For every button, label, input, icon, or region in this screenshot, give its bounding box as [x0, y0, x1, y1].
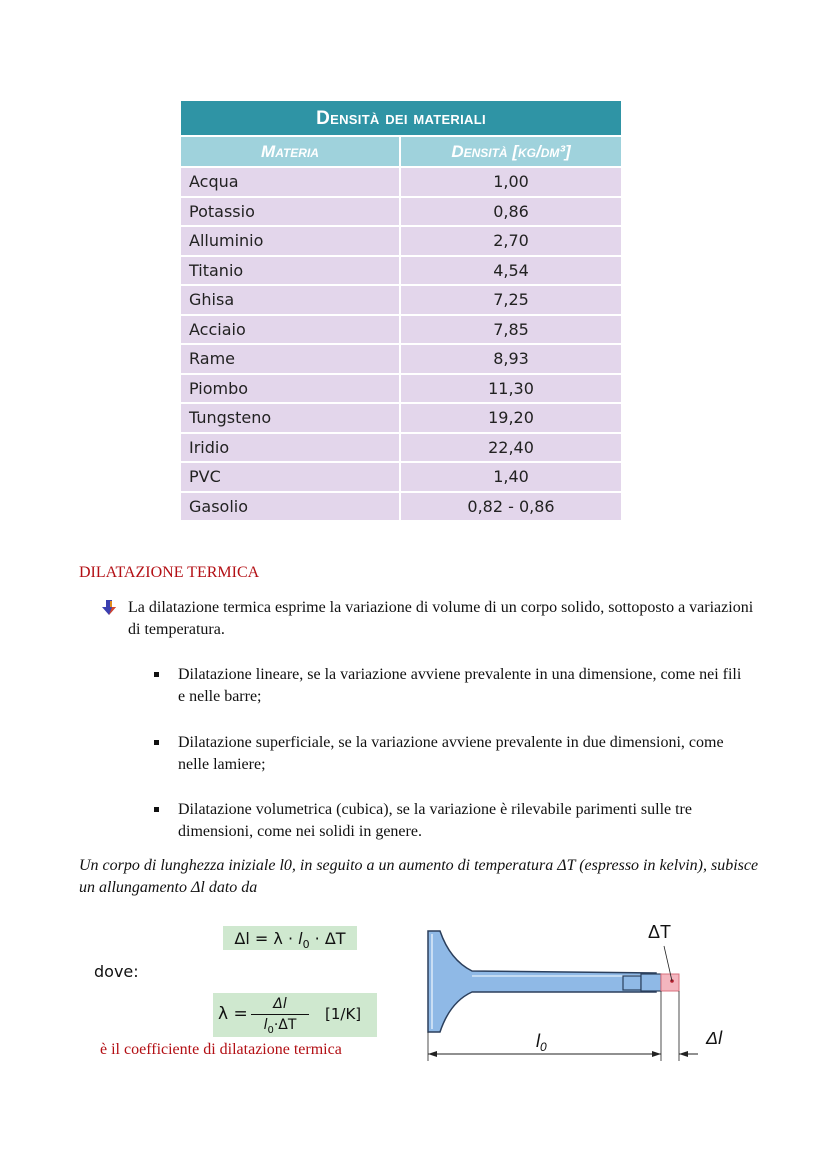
lambda-symbol: λ = [218, 1004, 248, 1024]
expansion-formula [223, 926, 357, 950]
material-cell: Rame [181, 343, 401, 373]
density-cell: 1,40 [401, 461, 621, 491]
expansion-paragraph: Un corpo di lunghezza iniziale l0, in seguito a un aumento di temperatura ΔT (espresso in kelvin), subisce un allungamento Δl dato da [79, 857, 759, 896]
den-rest: ·ΔT [273, 1017, 297, 1033]
density-cell: 7,85 [401, 314, 621, 344]
material-cell: Acciaio [181, 314, 401, 344]
material-cell: Tungsteno [181, 402, 401, 432]
fraction-bar [251, 1014, 309, 1015]
material-cell: Titanio [181, 255, 401, 285]
bullet-text: Dilatazione lineare, se la variazione avviene prevalente in una dimensione, come nei fili e nelle barre; [178, 666, 742, 705]
fraction-numerator: Δl [273, 996, 287, 1012]
formula-rhs: · ΔT [309, 929, 346, 948]
den-l: l [263, 1017, 268, 1033]
list-item [152, 664, 752, 708]
table-row [181, 225, 621, 255]
length-l: l [536, 1031, 540, 1051]
table-row [181, 373, 621, 403]
table-row [181, 284, 621, 314]
list-item [152, 799, 752, 843]
unit-label: [1/K] [325, 1005, 362, 1023]
density-cell: 19,20 [401, 402, 621, 432]
coefficient-formula [213, 993, 377, 1037]
material-cell: Alluminio [181, 225, 401, 255]
length-sub: 0 [540, 1040, 547, 1054]
table-title: Densità dei materiali [181, 101, 621, 135]
density-cell: 0,86 [401, 196, 621, 226]
header-densita: Densità [kg/dm³] [401, 135, 621, 166]
density-cell: 7,25 [401, 284, 621, 314]
material-cell: PVC [181, 461, 401, 491]
section-title: DILATAZIONE TERMICA [79, 564, 260, 581]
table-row [181, 461, 621, 491]
den-sub: 0 [267, 1024, 274, 1036]
material-cell: Iridio [181, 432, 401, 462]
material-cell: Gasolio [181, 491, 401, 521]
density-cell: 1,00 [401, 166, 621, 196]
table-header-row [181, 135, 621, 166]
material-cell: Ghisa [181, 284, 401, 314]
square-bullet-icon [154, 740, 159, 745]
density-cell: 8,93 [401, 343, 621, 373]
valve-tip [641, 974, 661, 991]
delta-l-label: Δl [706, 1028, 723, 1048]
formula-l0-sub: 0 [302, 938, 310, 952]
table-row [181, 314, 621, 344]
table-row [181, 196, 621, 226]
fraction-denominator [251, 1017, 309, 1039]
fraction [251, 996, 309, 1039]
coefficient-caption: è il coefficiente di dilatazione termica [100, 1041, 342, 1058]
dove-label: dove: [94, 962, 139, 981]
density-cell: 2,70 [401, 225, 621, 255]
square-bullet-icon [154, 672, 159, 677]
table-row [181, 343, 621, 373]
density-grid [181, 135, 621, 520]
length-label [536, 1031, 547, 1054]
table-row [181, 491, 621, 521]
valve-head [428, 931, 656, 1032]
intro-item [100, 597, 760, 641]
density-cell: 4,54 [401, 255, 621, 285]
density-cell: 22,40 [401, 432, 621, 462]
header-materia: Materia [181, 135, 401, 166]
table-row [181, 402, 621, 432]
bullet-text: Dilatazione volumetrica (cubica), se la variazione è rilevabile parimenti sulle tre dimensioni, come nei solidi in genere. [178, 801, 692, 840]
square-bullet-icon [154, 807, 159, 812]
list-item [152, 732, 752, 776]
density-cell: 11,30 [401, 373, 621, 403]
down-arrow-icon [100, 599, 120, 617]
material-cell: Potassio [181, 196, 401, 226]
table-row [181, 432, 621, 462]
density-table [181, 101, 621, 520]
valve-diagram [420, 916, 740, 1068]
material-cell: Piombo [181, 373, 401, 403]
intro-text: La dilatazione termica esprime la variazione di volume di un corpo solido, sottoposto a variazioni di temperatura. [128, 599, 754, 638]
density-cell: 0,82 - 0,86 [401, 491, 621, 521]
table-row [181, 255, 621, 285]
table-row [181, 166, 621, 196]
formula-l0: l [298, 929, 303, 948]
bullet-text: Dilatazione superficiale, se la variazione avviene prevalente in due dimensioni, come nelle lamiere; [178, 734, 724, 773]
expansion-region [661, 974, 679, 991]
formula-lhs: Δl = λ · [234, 929, 299, 948]
valve-neck [623, 976, 641, 990]
delta-t-label: ΔT [648, 922, 672, 942]
material-cell: Acqua [181, 166, 401, 196]
